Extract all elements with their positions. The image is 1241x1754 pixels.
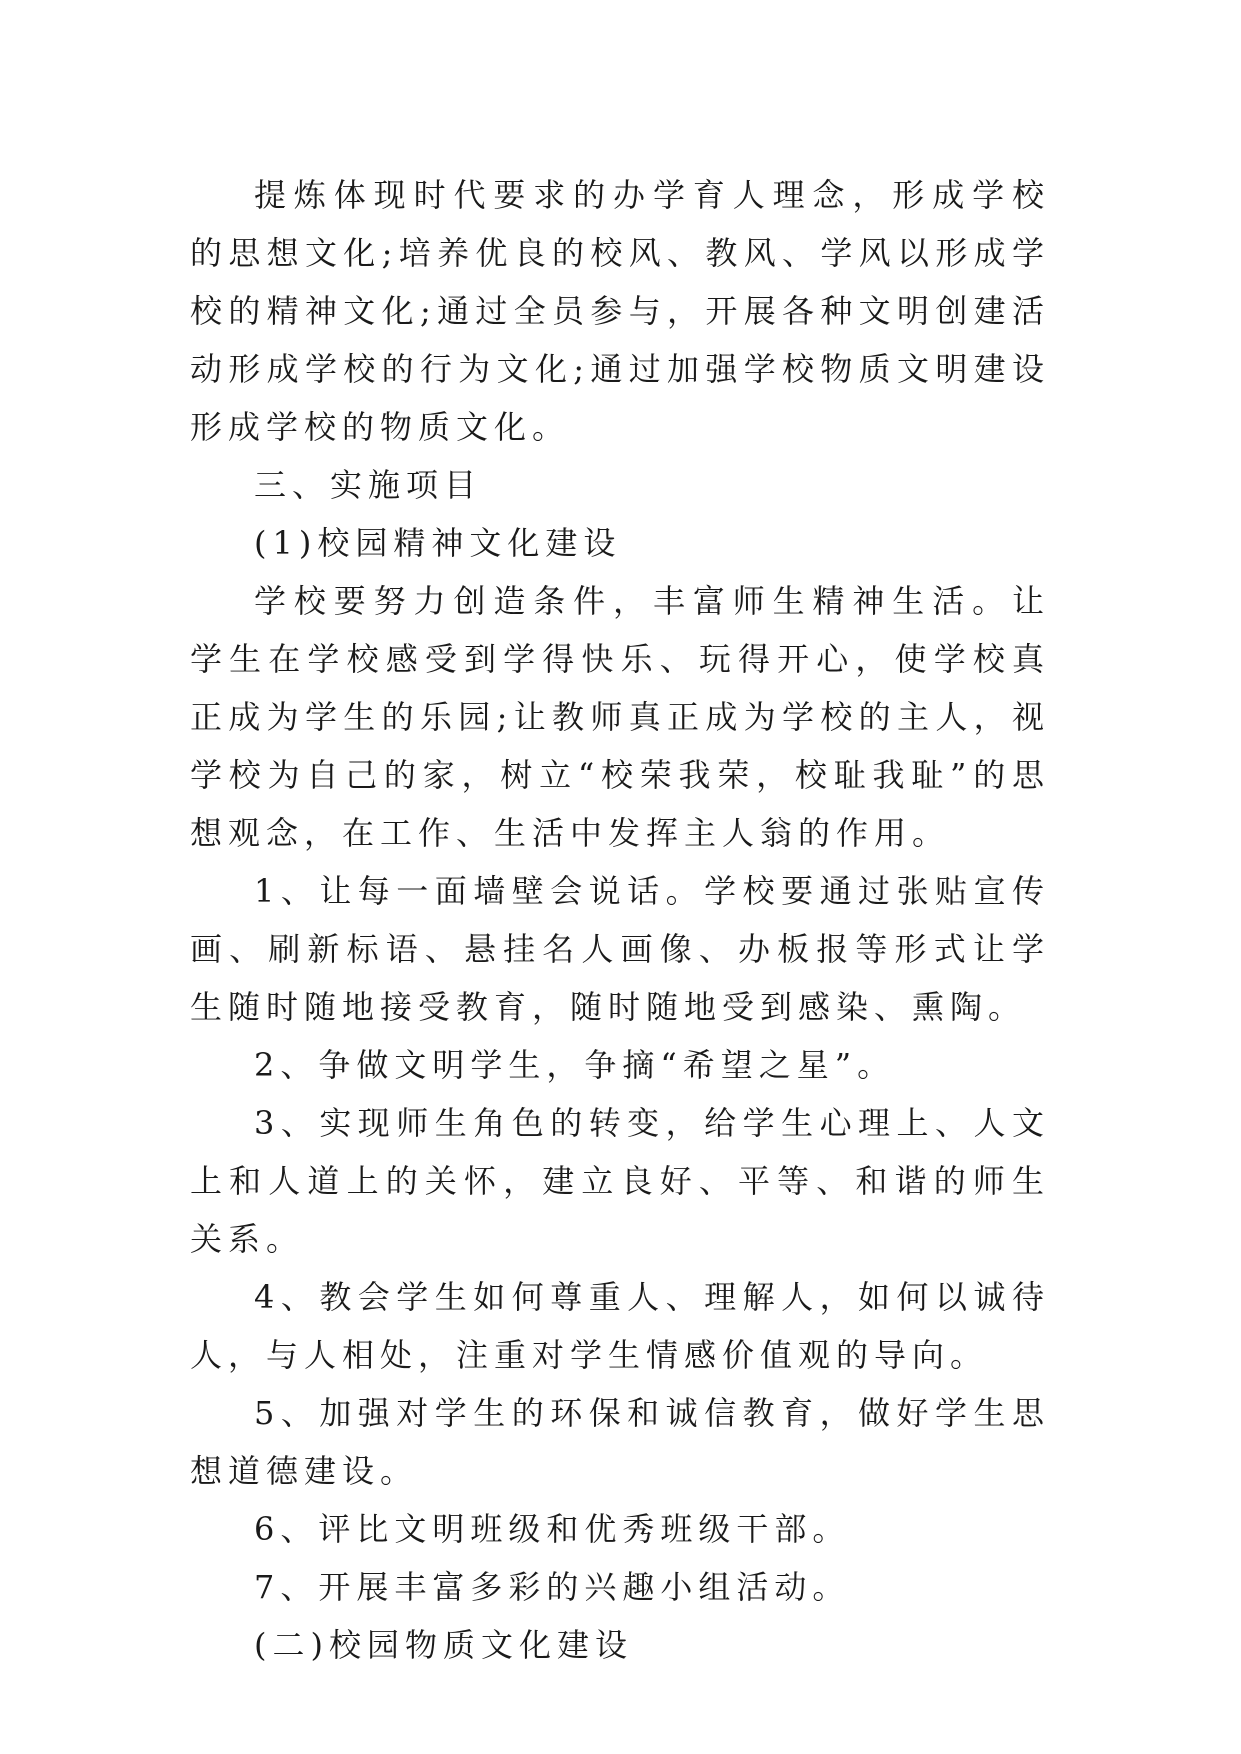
section-heading-implementation: 三、实施项目: [254, 466, 483, 504]
list-item-1: 1、让每一面墙壁会说话。学校要通过张贴宣传画、刷新标语、悬挂名人画像、办板报等形式让学生随时随地接受教育，随时随地受到感染、熏陶。: [190, 872, 1050, 1026]
list-item-7: 7、开展丰富多彩的兴趣小组活动。: [254, 1568, 851, 1606]
list-item-2: 2、争做文明学生，争摘“希望之星”。: [254, 1046, 896, 1084]
subsection-heading-spiritual-culture: (1)校园精神文化建设: [254, 524, 622, 562]
list-item-6: 6、评比文明班级和优秀班级干部。: [254, 1510, 851, 1548]
list-item-4: 4、教会学生如何尊重人、理解人，如何以诚待人，与人相处，注重对学生情感价值观的导向。: [190, 1278, 1050, 1374]
document-body: [190, 166, 1050, 1674]
paragraph-spiritual-life: 学校要努力创造条件，丰富师生精神生活。让学生在学校感受到学得快乐、玩得开心，使学校真正成为学生的乐园;让教师真正成为学校的主人，视学校为自己的家，树立“校荣我荣，校耻我耻”的思想观念，在工作、生活中发挥主人翁的作用。: [190, 582, 1050, 852]
paragraph-culture-goals: 提炼体现时代要求的办学育人理念，形成学校的思想文化;培养优良的校风、教风、学风以形成学校的精神文化;通过全员参与，开展各种文明创建活动形成学校的行为文化;通过加强学校物质文明建设形成学校的物质文化。: [190, 176, 1050, 446]
subsection-heading-material-culture: (二)校园物质文化建设: [254, 1626, 633, 1664]
list-item-3: 3、实现师生角色的转变，给学生心理上、人文上和人道上的关怀，建立良好、平等、和谐的师生关系。: [190, 1104, 1050, 1258]
list-item-5: 5、加强对学生的环保和诚信教育，做好学生思想道德建设。: [190, 1394, 1050, 1490]
